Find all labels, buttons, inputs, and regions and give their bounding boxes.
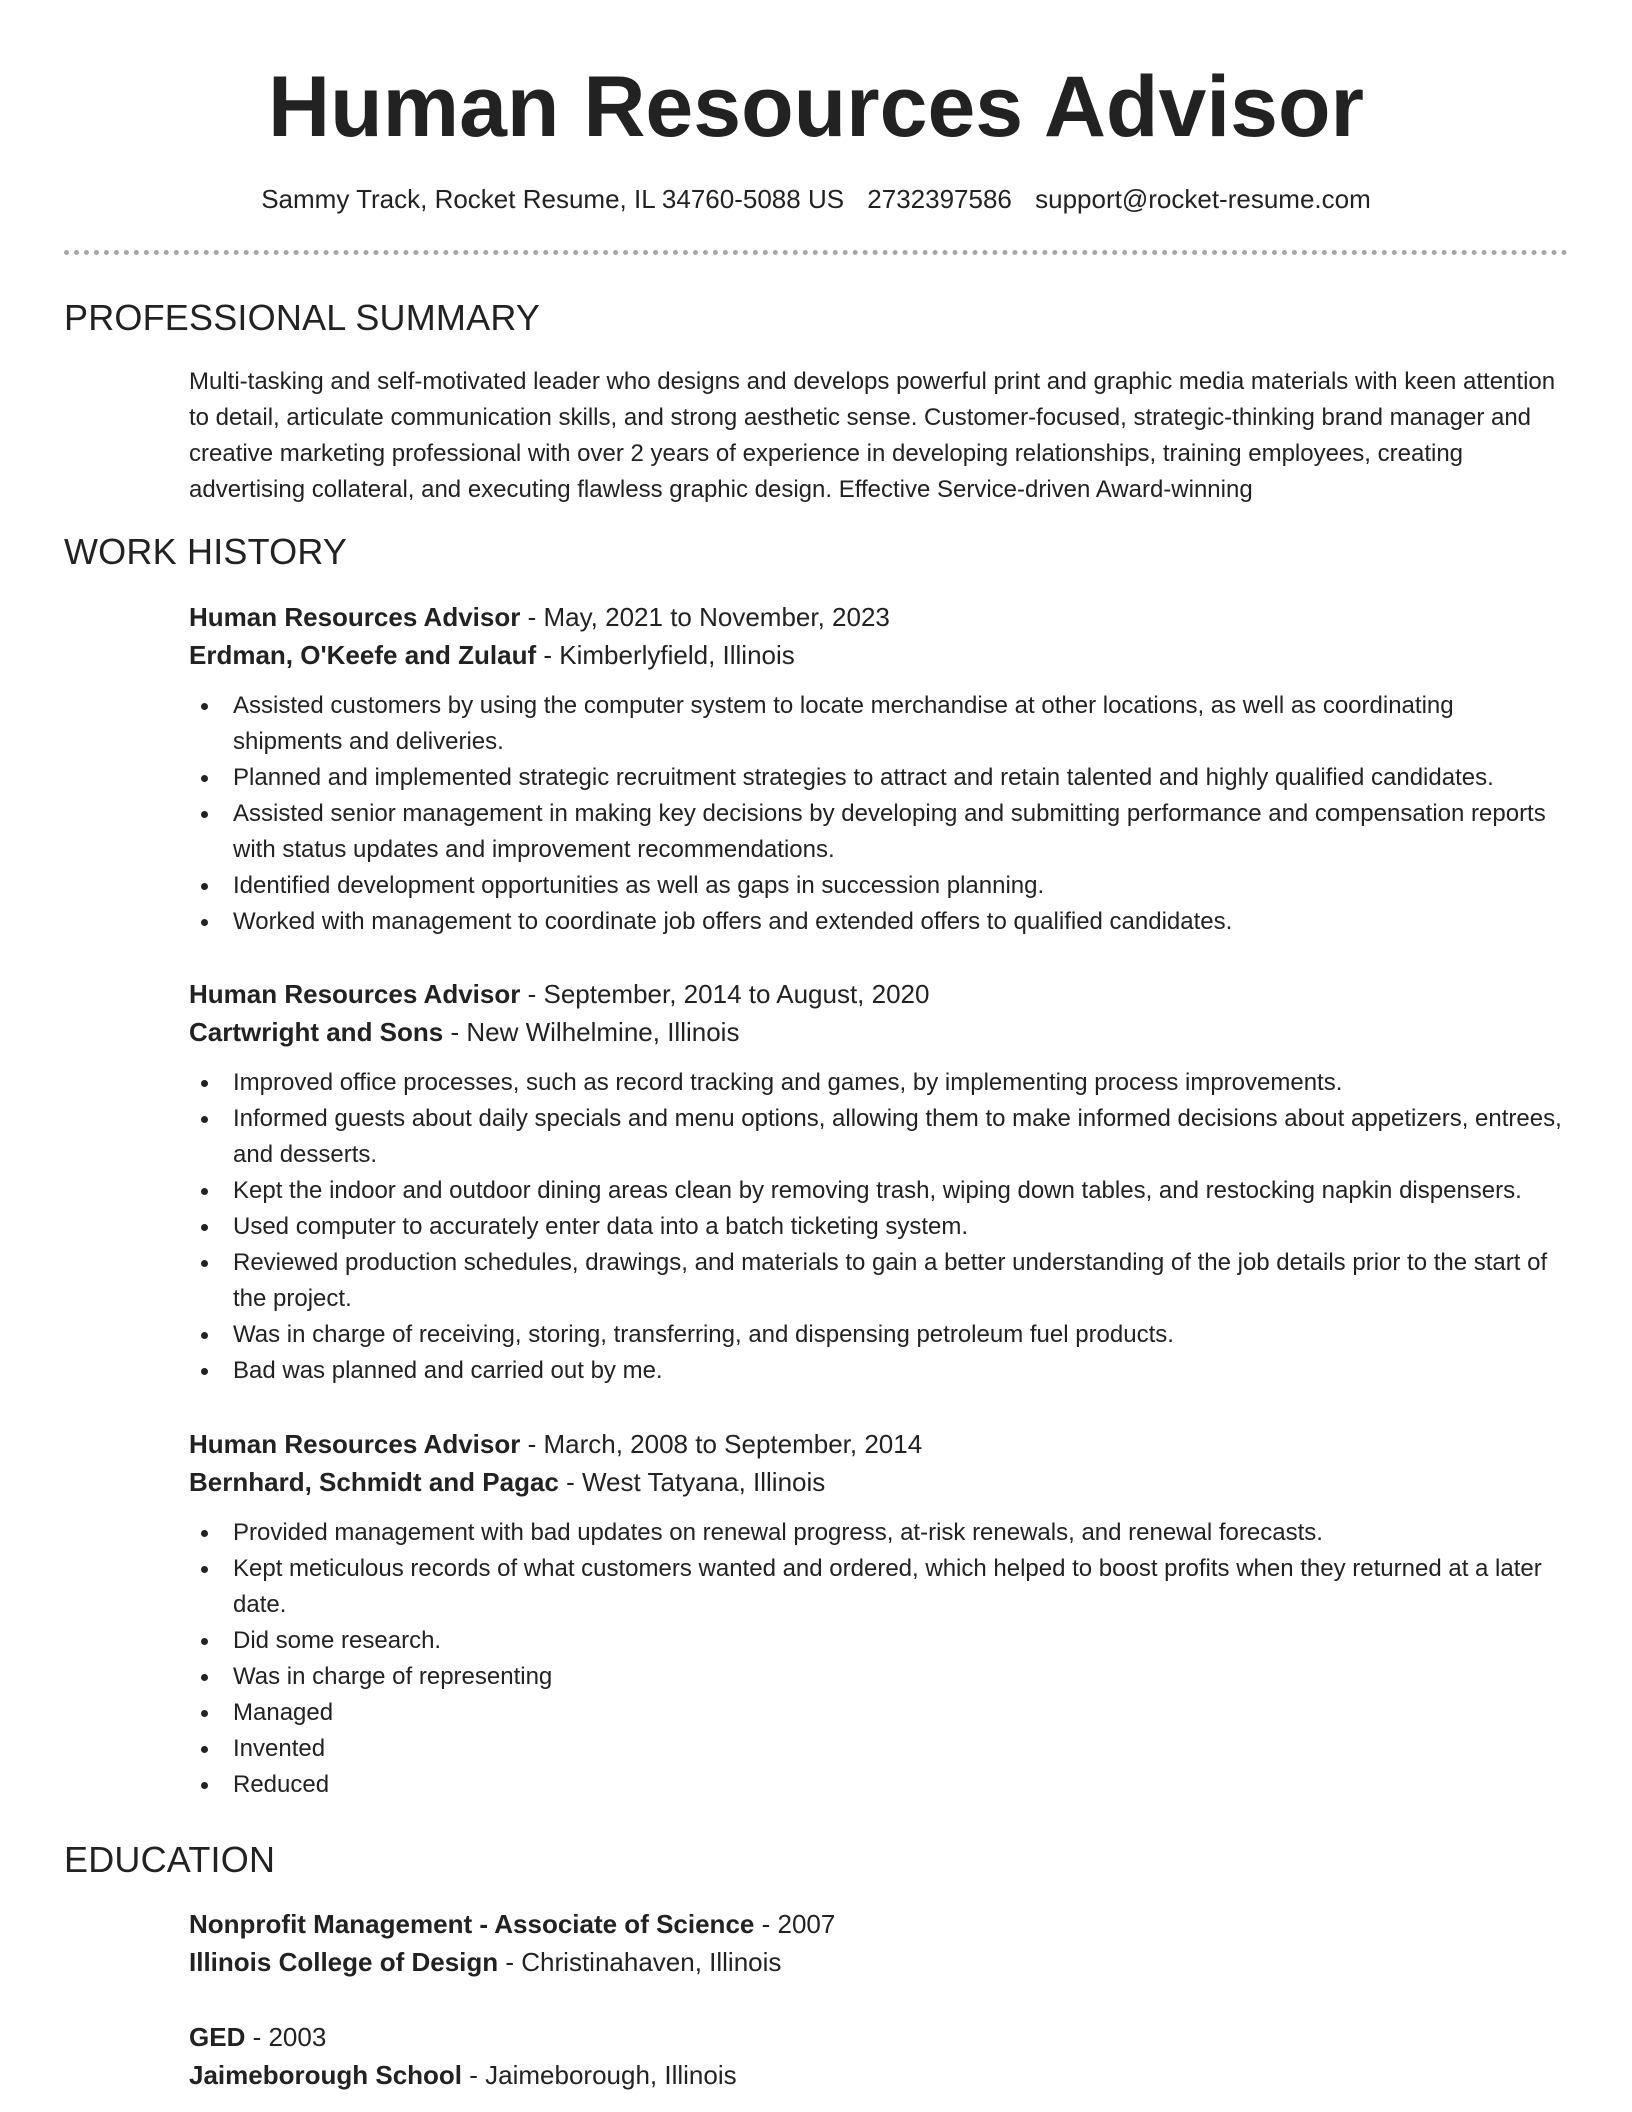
job-bullet: Identified development opportunities as well as gaps in succession planning.: [189, 868, 1569, 904]
job-bullet: Used computer to accurately enter data into a batch ticketing system.: [189, 1209, 1569, 1245]
job-bullets: [189, 1065, 1569, 1389]
job-location: - New Wilhelmine, Illinois: [450, 1017, 740, 1047]
job-title-line: [189, 1425, 1569, 1463]
job-bullet: Reviewed production schedules, drawings, and materials to gain a better understanding of the job details prior to the start of the project.: [189, 1245, 1569, 1317]
resume-title: Human Resources Advisor: [267, 59, 1365, 155]
job-dates: - May, 2021 to November, 2023: [527, 602, 890, 632]
job-title: Human Resources Advisor: [189, 602, 521, 632]
job-bullet: Informed guests about daily specials and menu options, allowing them to make informed decisions about appetizers, entrees, and desserts.: [189, 1101, 1569, 1173]
job-title: Human Resources Advisor: [189, 1429, 521, 1459]
section-heading-summary: PROFESSIONAL SUMMARY: [64, 297, 541, 338]
contact-email[interactable]: support@rocket-resume.com: [1035, 184, 1371, 214]
job-location: - Kimberlyfield, Illinois: [543, 640, 795, 670]
job-company: Erdman, O'Keefe and Zulauf: [189, 640, 537, 670]
education-entry: [189, 2018, 1569, 2094]
job-dates: - March, 2008 to September, 2014: [527, 1429, 923, 1459]
job-dates: - September, 2014 to August, 2020: [527, 979, 930, 1009]
education-school: Illinois College of Design: [189, 1947, 499, 1977]
job-bullets: [189, 1515, 1569, 1803]
job-company-line: [189, 1463, 1569, 1501]
job-bullet: Reduced: [189, 1767, 1569, 1803]
summary-text: Multi-tasking and self-motivated leader who designs and develops powerful print and graphic media materials with keen attention to detail, articulate communication skills, and strong aesthetic sense. Customer-focused, strategic-thinking brand manager and creative marketing professional with over 2 years of experience in developing relationships, training employees, creating advertising collateral, and executing flawless graphic design. Effective Service-driven Award-winning: [189, 368, 1556, 503]
job-bullet: Provided management with bad updates on renewal progress, at-risk renewals, and renewal forecasts.: [189, 1515, 1569, 1551]
contact-line: [0, 180, 1632, 218]
section-heading-work-history: WORK HISTORY: [64, 531, 348, 572]
job-title: Human Resources Advisor: [189, 979, 521, 1009]
job-bullet: Kept meticulous records of what customers wanted and ordered, which helped to boost profits when they returned at a later date.: [189, 1551, 1569, 1623]
education-degree-line: [189, 1905, 1569, 1943]
job-entry: [189, 975, 1569, 1389]
job-bullet: Kept the indoor and outdoor dining areas clean by removing trash, wiping down tables, and restocking napkin dispensers.: [189, 1173, 1569, 1209]
education-school-line: [189, 2056, 1569, 2094]
job-bullets: [189, 688, 1569, 940]
job-entry: [189, 598, 1569, 940]
job-bullet: Assisted senior management in making key decisions by developing and submitting performance and compensation reports with status updates and improvement recommendations.: [189, 796, 1569, 868]
job-company: Bernhard, Schmidt and Pagac: [189, 1467, 559, 1497]
job-bullet: Was in charge of representing: [189, 1659, 1569, 1695]
job-company-line: [189, 1013, 1569, 1051]
job-bullet: Was in charge of receiving, storing, transferring, and dispensing petroleum fuel products.: [189, 1317, 1569, 1353]
education-school-line: [189, 1943, 1569, 1981]
section-heading-education: EDUCATION: [64, 1839, 276, 1880]
job-title-line: [189, 975, 1569, 1013]
job-bullet: Improved office processes, such as record tracking and games, by implementing process improvements.: [189, 1065, 1569, 1101]
job-bullet: Assisted customers by using the computer system to locate merchandise at other locations, as well as coordinating shipments and deliveries.: [189, 688, 1569, 760]
contact-phone: 2732397586: [867, 184, 1012, 214]
job-company-line: [189, 636, 1569, 674]
education-degree: GED: [189, 2022, 246, 2052]
job-bullet: Worked with management to coordinate job offers and extended offers to qualified candidates.: [189, 904, 1569, 940]
header-divider: [64, 250, 1568, 255]
education-entry: [189, 1905, 1569, 1981]
contact-address: Sammy Track, Rocket Resume, IL 34760-5088 US: [261, 184, 845, 214]
job-company: Cartwright and Sons: [189, 1017, 444, 1047]
education-degree: Nonprofit Management - Associate of Science: [189, 1909, 755, 1939]
job-bullet: Did some research.: [189, 1623, 1569, 1659]
job-bullet: Managed: [189, 1695, 1569, 1731]
education-year: - 2003: [252, 2022, 327, 2052]
job-title-line: [189, 598, 1569, 636]
education-school: Jaimeborough School: [189, 2060, 463, 2090]
job-bullet: Invented: [189, 1731, 1569, 1767]
job-entry: [189, 1425, 1569, 1803]
job-bullet: Bad was planned and carried out by me.: [189, 1353, 1569, 1389]
education-location: - Jaimeborough, Illinois: [469, 2060, 737, 2090]
education-location: - Christinahaven, Illinois: [505, 1947, 782, 1977]
job-bullet: Planned and implemented strategic recruitment strategies to attract and retain talented and highly qualified candidates.: [189, 760, 1569, 796]
education-degree-line: [189, 2018, 1569, 2056]
job-location: - West Tatyana, Illinois: [566, 1467, 826, 1497]
education-year: - 2007: [761, 1909, 836, 1939]
